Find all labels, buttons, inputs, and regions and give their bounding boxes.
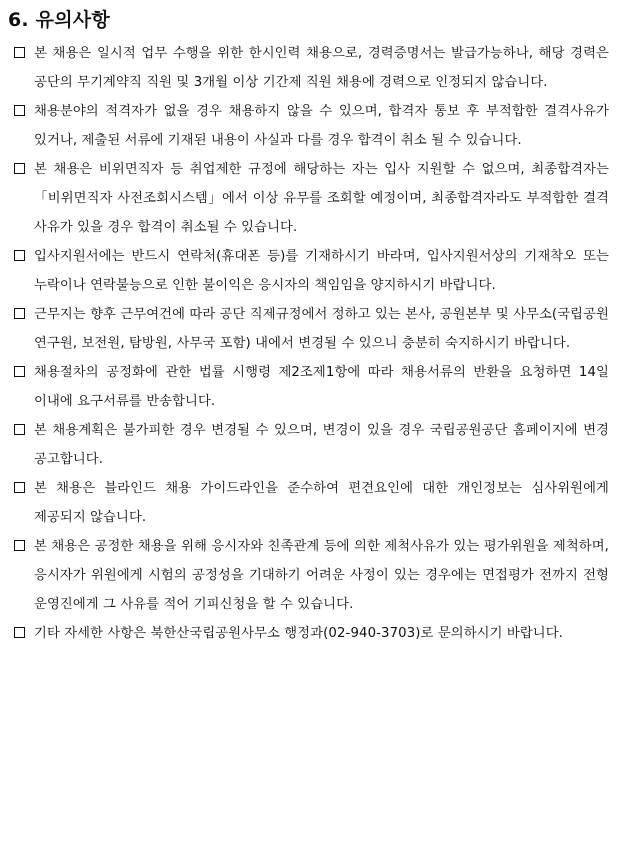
section-title: 6. 유의사항 xyxy=(8,9,110,31)
notice-text: 근무지는 향후 근무여건에 따라 공단 직제규정에서 정하고 있는 본사, 공원본부 및 사무소(국립공원 연구원, 보전원, 탐방원, 사무국 포함) 내에서 변경될 수 있으니 충분히 숙지하시기 바랍니다. xyxy=(34,307,609,351)
notice-text: 기타 자세한 사항은 북한산국립공원사무소 행정과(02-940-3703)로 문의하시기 바랍니다. xyxy=(34,626,563,641)
notice-item xyxy=(8,155,609,242)
notice-item xyxy=(8,358,609,416)
notice-item xyxy=(8,97,609,155)
checkbox-icon xyxy=(14,105,25,116)
notice-text: 입사지원서에는 반드시 연락처(휴대폰 등)를 기재하시기 바라며, 입사지원서상의 기재착오 또는 누락이나 연락불능으로 인한 불이익은 응시자의 책임임을 양지하시기 바랍니다. xyxy=(34,249,609,293)
notice-text: 채용절차의 공정화에 관한 법률 시행령 제2조제1항에 따라 채용서류의 반환을 요청하면 14일 이내에 요구서류를 반송합니다. xyxy=(34,365,609,409)
notice-text: 본 채용은 비위면직자 등 취업제한 규정에 해당하는 자는 입사 지원할 수 없으며, 최종합격자는 「비위면직자 사전조회시스템」에서 이상 유무를 조회할 예정이며, 최종합격자라도 부적합한 결격 사유가 있을 경우 합격이 취소될 수 있습니다. xyxy=(34,162,609,235)
checkbox-icon xyxy=(14,47,25,58)
checkbox-icon xyxy=(14,627,25,638)
notice-list xyxy=(8,39,609,648)
notice-item xyxy=(8,416,609,474)
notice-item xyxy=(8,242,609,300)
notice-text: 본 채용계획은 불가피한 경우 변경될 수 있으며, 변경이 있을 경우 국립공원공단 홈페이지에 변경 공고합니다. xyxy=(34,423,609,467)
notice-text: 본 채용은 일시적 업무 수행을 위한 한시인력 채용으로, 경력증명서는 발급가능하나, 해당 경력은 공단의 무기계약직 직원 및 3개월 이상 기간제 직원 채용에 경력으로 인정되지 않습니다. xyxy=(34,46,609,90)
notice-item xyxy=(8,39,609,97)
checkbox-icon xyxy=(14,250,25,261)
notice-item xyxy=(8,532,609,619)
notice-text: 채용분야의 적격자가 없을 경우 채용하지 않을 수 있으며, 합격자 통보 후 부적합한 결격사유가 있거나, 제출된 서류에 기재된 내용이 사실과 다를 경우 합격이 취소 될 수 있습니다. xyxy=(34,104,609,148)
checkbox-icon xyxy=(14,540,25,551)
checkbox-icon xyxy=(14,424,25,435)
checkbox-icon xyxy=(14,163,25,174)
notice-text: 본 채용은 블라인드 채용 가이드라인을 준수하여 편견요인에 대한 개인정보는 심사위원에게 제공되지 않습니다. xyxy=(34,481,609,525)
checkbox-icon xyxy=(14,366,25,377)
checkbox-icon xyxy=(14,308,25,319)
notice-item xyxy=(8,300,609,358)
notice-text: 본 채용은 공정한 채용을 위해 응시자와 친족관계 등에 의한 제척사유가 있는 평가위원을 제척하며, 응시자가 위원에게 시험의 공정성을 기대하기 어려운 사정이 있는 경우에는 면접평가 전까지 전형 운영진에게 그 사유를 적어 기피신청을 할 수 있습니다. xyxy=(34,539,609,612)
checkbox-icon xyxy=(14,482,25,493)
notice-item xyxy=(8,619,609,648)
notice-item xyxy=(8,474,609,532)
